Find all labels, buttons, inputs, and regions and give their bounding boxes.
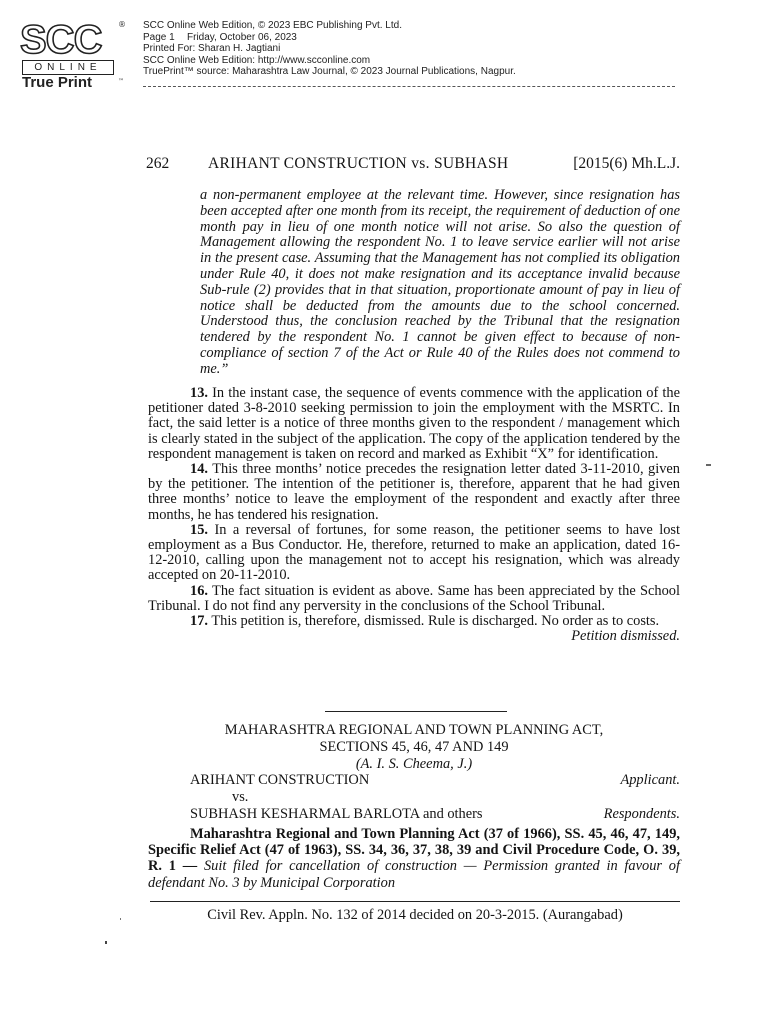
copyright-line: SCC Online Web Edition, © 2023 EBC Publishing Pvt. Ltd. (143, 20, 402, 31)
page-number: 262 (146, 155, 170, 172)
paragraph-15 (148, 523, 680, 584)
scc-logo-letters: SCC (20, 18, 102, 62)
headnote-statutes: Maharashtra Regional and Town Planning Act (37 of 1966), SS. 45, 46, 47, 149, Specific Relief Act (47 of 1963), SS. 34, 36, 37, 38, 39 and Civil Procedure Code, O. 39, R. 1 — (148, 826, 680, 875)
web-edition-line: SCC Online Web Edition: http://www.scconline.com (143, 54, 371, 66)
disposal-note: Petition dismissed. (571, 628, 680, 645)
running-title: ARIHANT CONSTRUCTION vs. SUBHASH (208, 155, 509, 172)
page-label: Page 1 (143, 31, 175, 43)
respondent-role: Respondents. (603, 806, 680, 822)
scc-logo-online: ONLINE (22, 60, 114, 75)
paragraph-text: This petition is, therefore, dismissed. Rule is discharged. No order as to costs. (211, 613, 660, 630)
respondent-name: SUBHASH KESHARMAL BARLOTA and others (190, 806, 483, 822)
applicant-line (190, 772, 680, 789)
printed-for-line: Printed For: Sharan H. Jagtiani (143, 43, 281, 55)
applicant-name: ARIHANT CONSTRUCTION (190, 772, 370, 788)
applicant-role: Applicant. (620, 772, 680, 788)
paragraph-number: 14. (190, 461, 208, 478)
scan-speck (120, 918, 121, 920)
paragraph-text: In the instant case, the sequence of events commence with the application of the petitioner dated 3-8-2010 seeking permission to join the employment with the MSRTC. In fact, the said letter is a notice of three months given to the respondent / management which is clearly stated in the subject of the application. The copy of the application tendered by the respondent management is taken on record and marked as Exhibit “X” for identification. (148, 385, 680, 462)
paragraph-17 (148, 614, 680, 629)
running-head (146, 155, 680, 175)
journal-citation: [2015(6) Mh.L.J. (573, 155, 680, 172)
headnote (148, 826, 680, 891)
respondent-line (190, 806, 680, 823)
paragraph-text: In a reversal of fortunes, for some reason, the petitioner seems to have lost employment as a Bus Conductor. He, therefore, returned to make an application, dated 16-12-2010, calling upon the management not to accept his resignation, which was already accepted on 20-11-2010. (148, 521, 680, 584)
judgment-paragraphs (148, 386, 680, 644)
scan-speck (105, 941, 107, 944)
paragraph-number: 15. (190, 521, 208, 538)
act-title: MAHARASHTRA REGIONAL AND TOWN PLANNING ACT, (224, 722, 604, 738)
paragraph-13 (148, 386, 680, 462)
scc-logo-trueprint: True Print (22, 74, 93, 91)
footnote-rule (150, 901, 680, 902)
headnote-summary: Suit filed for cancellation of construction — Permission granted in favour of defendant No. 3 by Municipal Corporation (148, 858, 680, 891)
scc-online-logo (14, 18, 126, 94)
print-date: Friday, October 06, 2023 (187, 31, 297, 43)
header-divider (143, 86, 675, 87)
trueprint-source-line: TruePrint™ source: Maharashtra Law Journal, © 2023 Journal Publications, Nagpur. (143, 66, 516, 78)
registered-mark: ® (118, 20, 126, 29)
paragraph-number: 16. (190, 582, 208, 599)
judge-name: (A. I. S. Cheema, J.) (355, 756, 473, 772)
paragraph-number: 17. (190, 613, 208, 630)
print-metadata (143, 20, 516, 78)
quoted-passage: a non-permanent employee at the relevant time. However, since resignation has been accepted after one month from its receipt, the requirement of deduction of one month pay in lieu of one month notice will not arise. So also the question of Management allowing the respondent No. 1 to leave service earlier will not arise in the present case. Assuming that the Management has not complied its obligation under Rule 40, it does not make resignation and its acceptance invalid because Sub-rule (2) provides that in that situation, proportionate amount of pay in lieu of notice shall be deducted from the amounts due to the school concerned. Understood thus, the conclusion reached by the Tribunal that the resignation tendered by the respondent No. 1 cannot be given effect to because of non-compliance of section 7 of the Act or Rule 40 of the Rules does not commend to me.” (200, 187, 680, 377)
paragraph-text: This three months’ notice precedes the resignation letter dated 3-11-2010, given by the petitioner. The intention of the petitioner is, therefore, apparent that he had given three months’ notice to leave the employment of the respondent and exactly after three months, he has tendered his resignation. (148, 461, 680, 523)
trademark-mark: ™ (118, 78, 124, 85)
paragraph-text: The fact situation is evident as above. Same has been appreciated by the School Tribunal. I do not find any perversity in the conclusions of the School Tribunal. (148, 582, 680, 614)
case-footnote: Civil Rev. Appln. No. 132 of 2014 decided on 20-3-2015. (Aurangabad) (207, 907, 623, 923)
versus: vs. (232, 789, 249, 805)
act-sections: SECTIONS 45, 46, 47 AND 149 (319, 739, 509, 755)
section-divider (325, 711, 507, 712)
paragraph-number: 13. (190, 385, 208, 401)
scan-speck (706, 464, 711, 466)
paragraph-14 (148, 462, 680, 523)
paragraph-16 (148, 584, 680, 614)
page-date-line (143, 32, 516, 44)
